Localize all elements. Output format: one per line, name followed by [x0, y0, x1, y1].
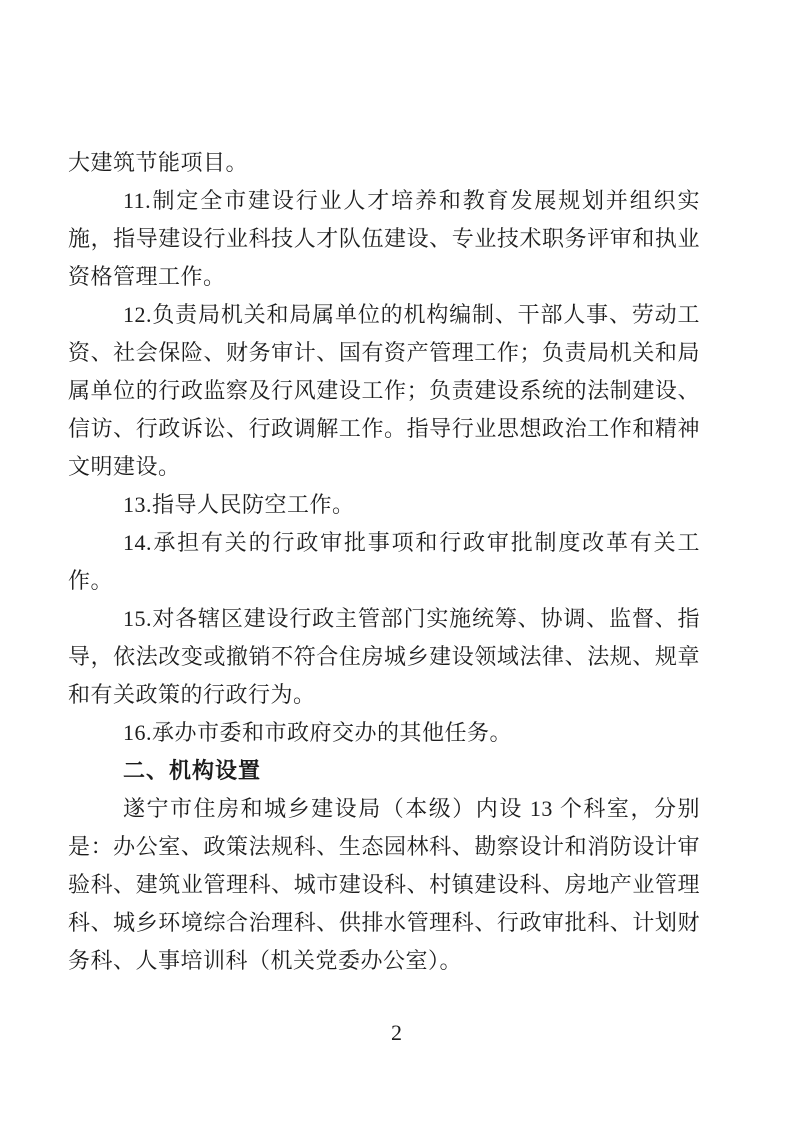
duty-item-13: 13.指导人民防空工作。: [123, 492, 355, 517]
paragraph-continuation: 大建筑节能项目。: [68, 150, 249, 175]
document-body: [68, 144, 700, 980]
duty-item-16: 16.承办市委和市政府交办的其他任务。: [123, 720, 513, 745]
duty-item-12: 12.负责局机关和局属单位的机构编制、干部人事、劳动工资、社会保险、财务审计、国有资产管理工作；负责局机关和局属单位的行政监察及行风建设工作；负责建设系统的法制建设、信访、行政诉讼、行政调解工作。指导行业思想政治工作和精神文明建设。: [68, 302, 700, 479]
duty-item-11: 11.制定全市建设行业人才培养和教育发展规划并组织实施，指导建设行业科技人才队伍建设、专业技术职务评审和执业资格管理工作。: [68, 188, 700, 289]
page-number: 2: [391, 1020, 402, 1045]
duty-item-15: 15.对各辖区建设行政主管部门实施统筹、协调、监督、指导，依法改变或撤销不符合住房城乡建设领域法律、法规、规章和有关政策的行政行为。: [68, 606, 700, 707]
section-heading-organization: 二、机构设置: [123, 758, 262, 783]
paragraph-organization-setup: 遂宁市住房和城乡建设局（本级）内设 13 个科室，分别是：办公室、政策法规科、生态园林科、勘察设计和消防设计审验科、建筑业管理科、城市建设科、村镇建设科、房地产业管理科、城乡环境综合治理科、供排水管理科、行政审批科、计划财务科、人事培训科（机关党委办公室）。: [68, 796, 700, 973]
duty-item-14: 14.承担有关的行政审批事项和行政审批制度改革有关工作。: [68, 530, 700, 593]
